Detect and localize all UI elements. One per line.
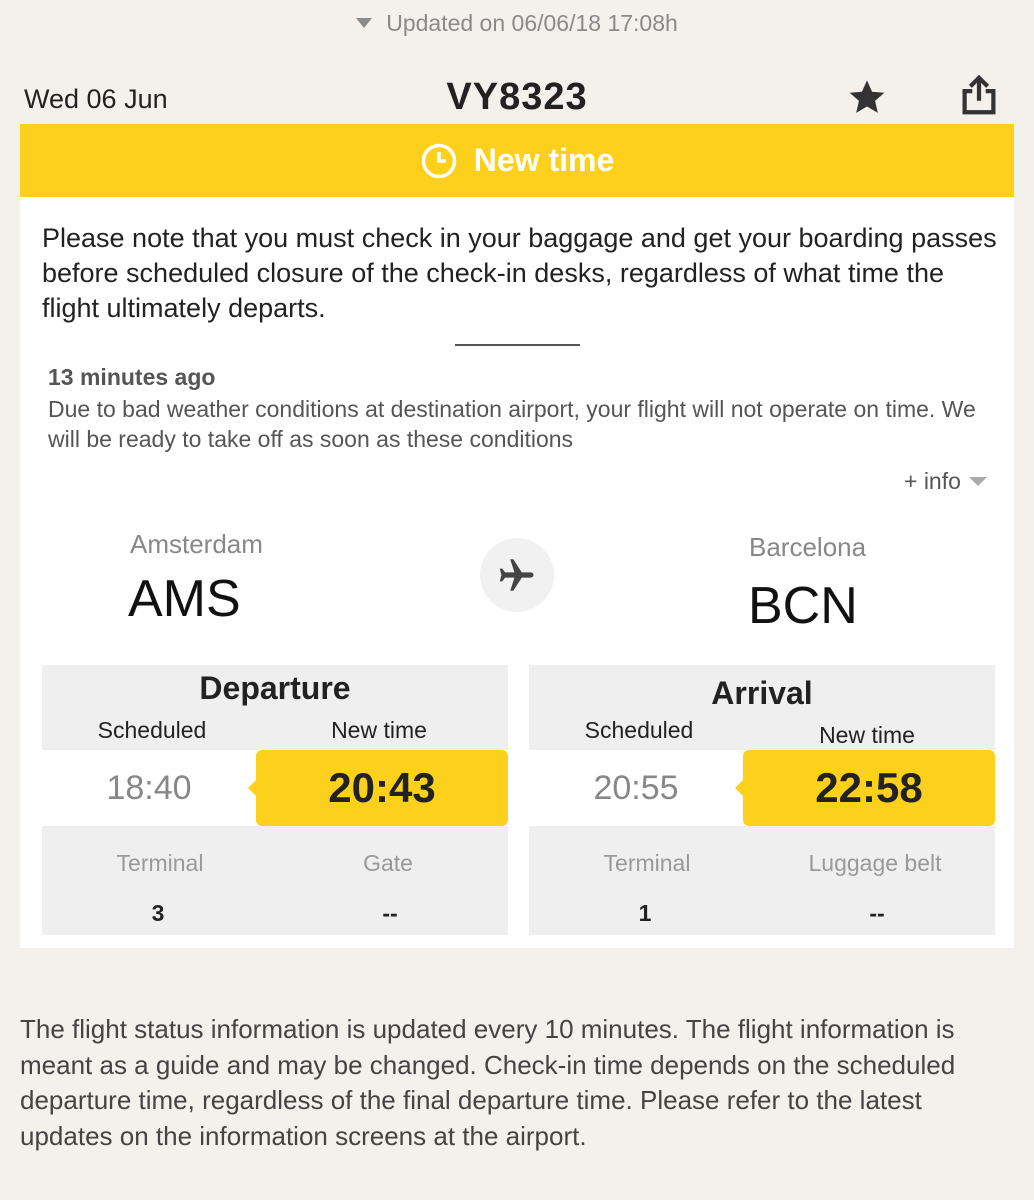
flight-status-card xyxy=(20,124,1014,948)
arrival-new-time-label: New time xyxy=(819,722,915,748)
update-message: Due to bad weather conditions at destination airport, your flight will not operate on time. We will be ready to take off as soon as these conditions xyxy=(48,396,976,452)
flight-date: Wed 06 Jun xyxy=(24,84,168,114)
caret-down-icon xyxy=(356,18,372,28)
departure-scheduled-time: 18:40 xyxy=(106,769,192,807)
more-info-toggle[interactable] xyxy=(904,468,987,495)
star-icon[interactable] xyxy=(846,76,888,118)
arrival-time-row xyxy=(529,750,995,826)
update-time-ago: 13 minutes ago xyxy=(48,364,216,390)
departure-panel xyxy=(42,665,508,935)
footer-disclaimer: The flight status information is updated every 10 minutes. The flight information is meant as a guide and may be changed. Check-in time depends on the scheduled departure time, regardless of the final departure time. Please refer to the latest updates on the information screens at the airport. xyxy=(20,1014,956,1151)
departure-new-time-label: New time xyxy=(331,717,427,743)
more-info-label: + info xyxy=(904,468,961,494)
arrival-luggage-belt-value: -- xyxy=(869,900,885,926)
flight-number: VY8323 xyxy=(446,76,588,118)
departure-scheduled-label: Scheduled xyxy=(97,717,207,743)
departure-terminal-label: Terminal xyxy=(116,850,204,876)
checkin-notice: Please note that you must check in your baggage and get your boarding passes before scheduled closure of the check-in desks, regardless of what time the flight ultimately departs. xyxy=(42,223,997,323)
departure-gate-label: Gate xyxy=(363,850,413,876)
status-label: New time xyxy=(473,142,615,178)
departure-terminal-value: 3 xyxy=(151,900,165,926)
departure-title: Departure xyxy=(199,670,351,706)
plane-icon xyxy=(480,538,554,612)
arrival-luggage-belt-label: Luggage belt xyxy=(808,850,942,876)
status-banner xyxy=(20,124,1014,197)
destination-code: BCN xyxy=(748,577,858,635)
divider xyxy=(455,344,580,346)
departure-time-row xyxy=(42,750,508,826)
arrival-title: Arrival xyxy=(711,675,813,711)
arrival-scheduled-label: Scheduled xyxy=(584,717,694,743)
share-icon[interactable] xyxy=(956,72,1002,118)
arrival-terminal-label: Terminal xyxy=(603,850,691,876)
arrival-scheduled-time: 20:55 xyxy=(593,769,679,807)
arrival-terminal-value: 1 xyxy=(638,900,652,926)
origin-code: AMS xyxy=(128,570,241,628)
origin-city: Amsterdam xyxy=(130,529,263,559)
arrival-new-time: 22:58 xyxy=(743,750,995,826)
updated-toggle[interactable] xyxy=(0,10,1034,37)
destination-city: Barcelona xyxy=(749,532,867,562)
arrival-panel xyxy=(529,665,995,935)
updated-text: Updated on 06/06/18 17:08h xyxy=(386,10,678,36)
departure-gate-value: -- xyxy=(382,900,398,926)
clock-icon xyxy=(420,142,458,180)
departure-new-time: 20:43 xyxy=(256,750,508,826)
caret-down-icon xyxy=(969,477,987,486)
